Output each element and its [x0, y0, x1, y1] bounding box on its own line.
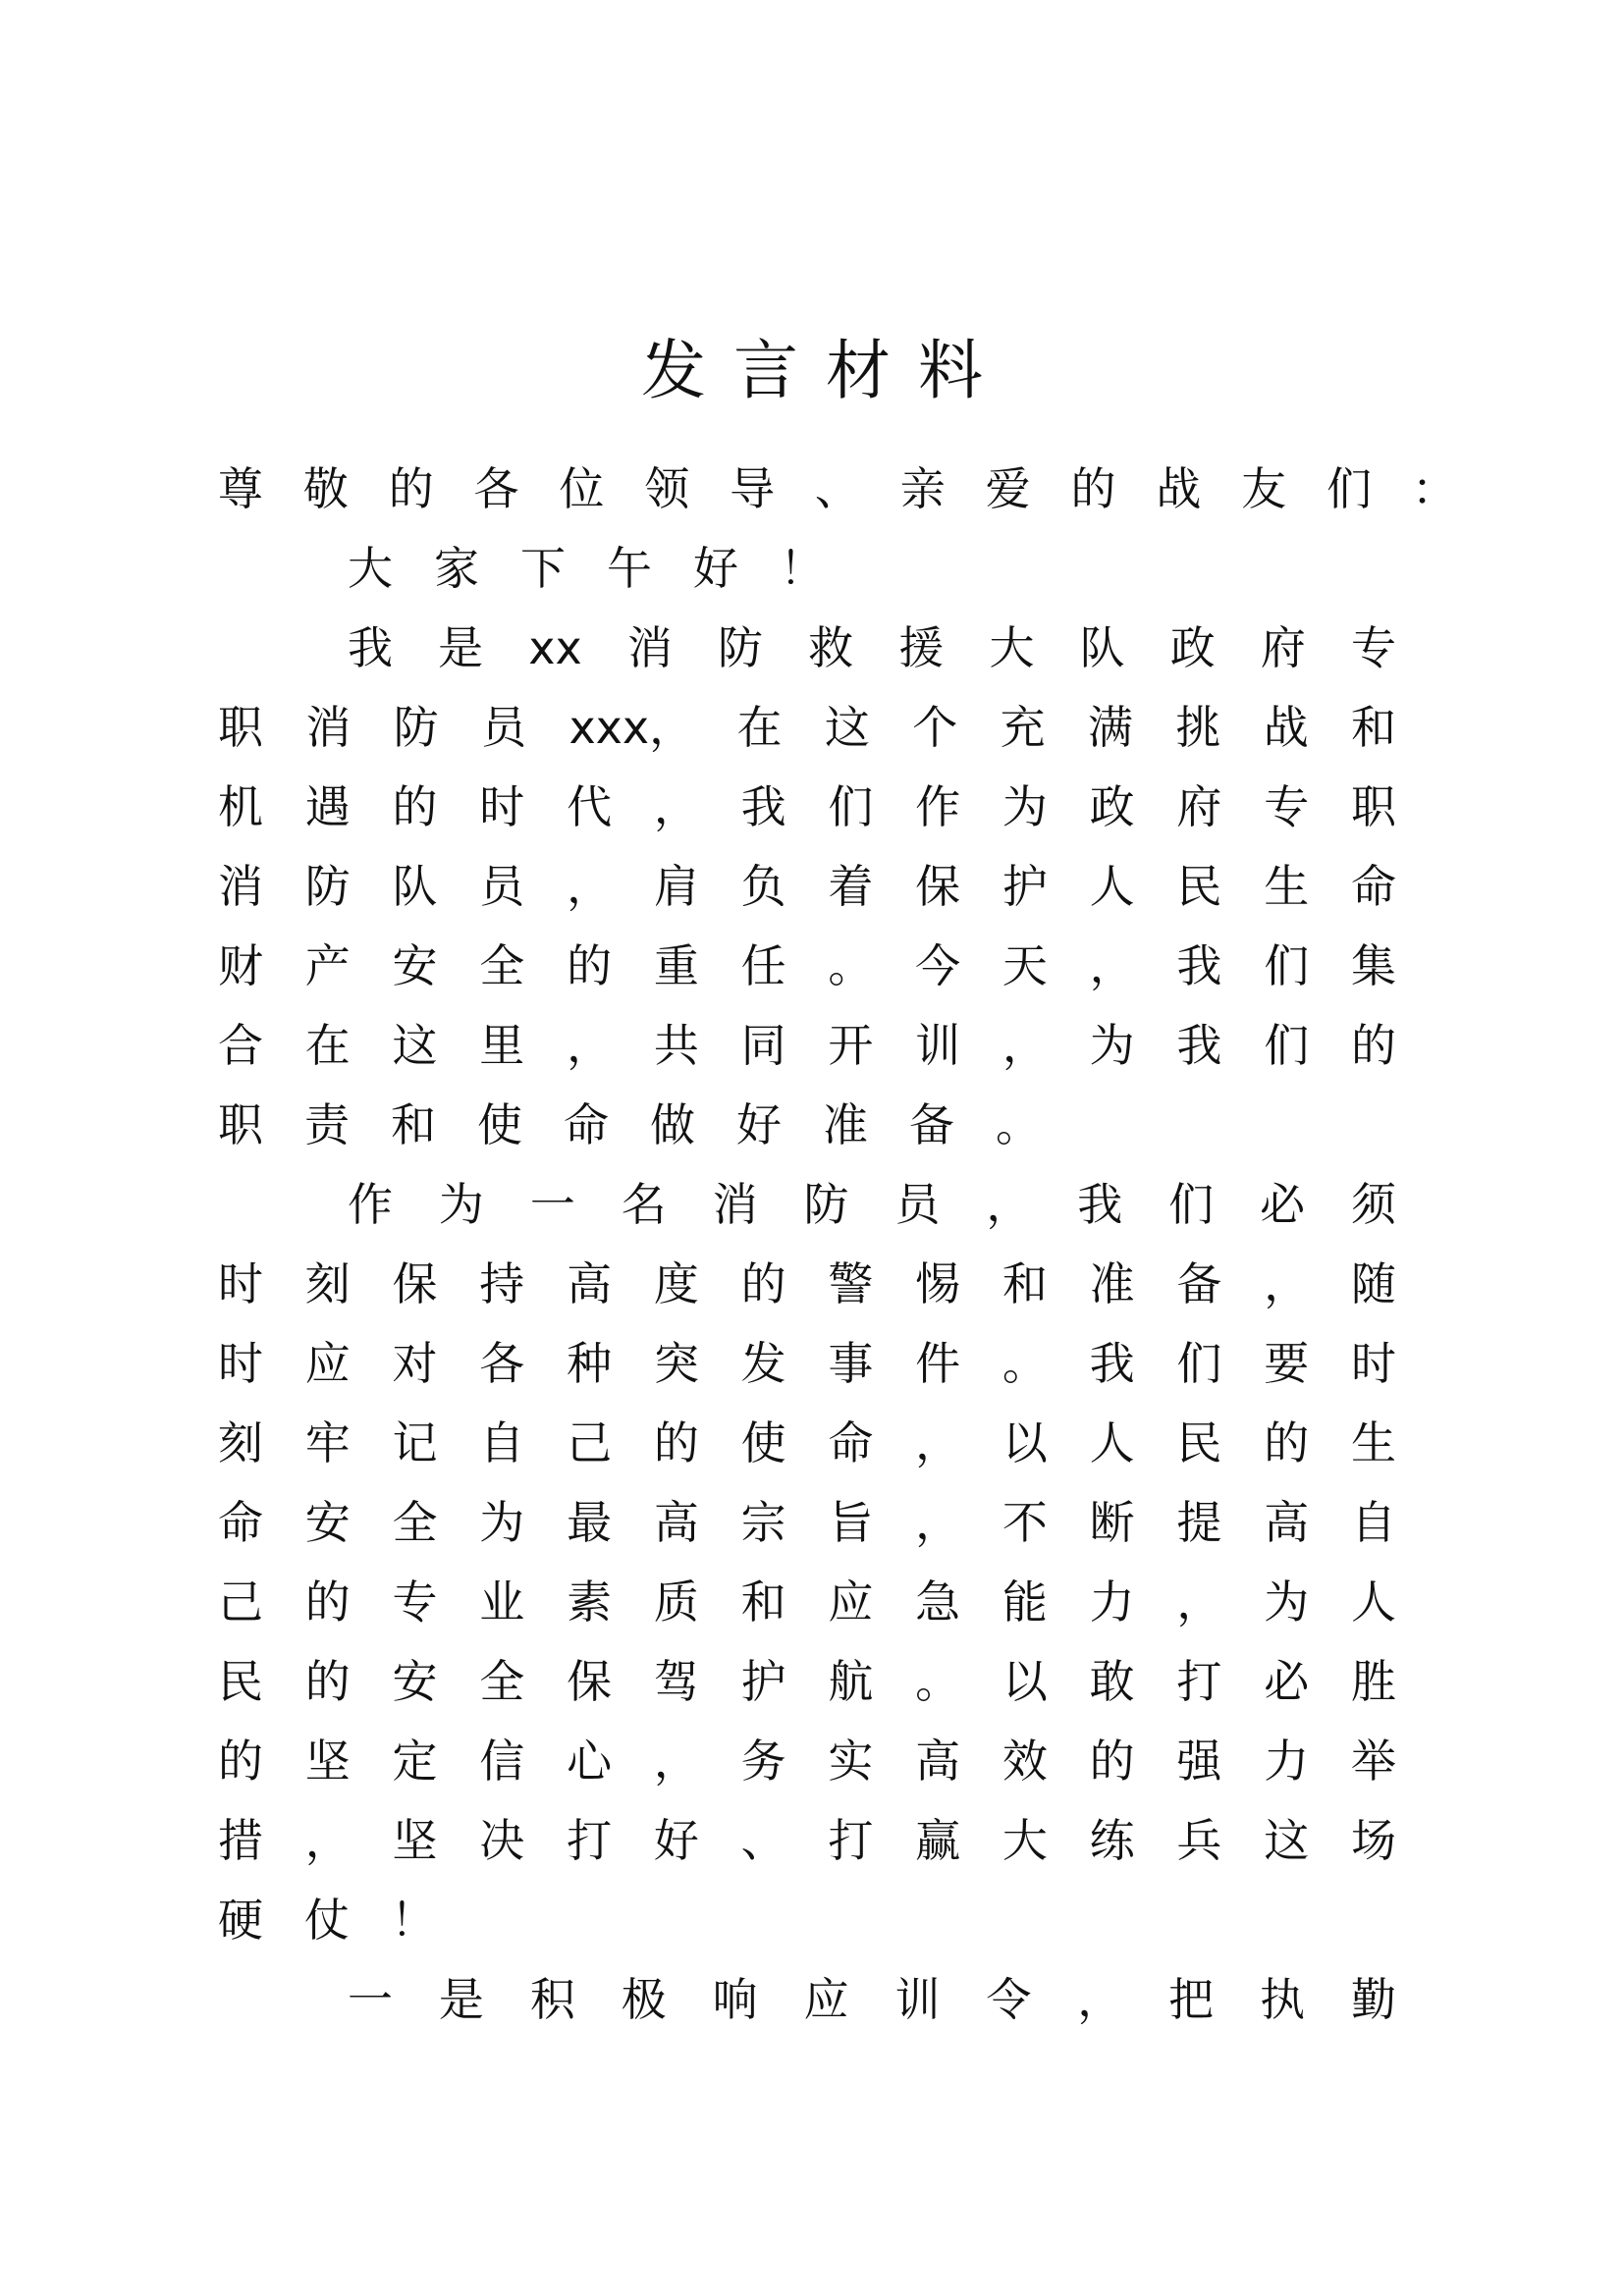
text-char: 们: [828, 780, 874, 833]
text-char: 旨: [828, 1496, 874, 1549]
text-char: 好: [653, 1814, 699, 1867]
text-char: 员: [481, 701, 527, 754]
text-char: 硬: [218, 1894, 263, 1947]
text-char: 们: [1264, 939, 1310, 992]
text-char: 度: [653, 1257, 699, 1310]
text-char: ，: [1089, 939, 1135, 992]
text-char: 的: [304, 1575, 351, 1629]
text-char: 全: [392, 1496, 438, 1549]
text-char: ，: [1077, 1973, 1123, 2026]
text-char: 训: [894, 1973, 941, 2026]
text-char: 消: [712, 1178, 758, 1231]
text-char: 专: [392, 1575, 438, 1629]
text-char: 己: [567, 1416, 613, 1469]
text-char: 代: [567, 780, 613, 833]
text-char: 做: [650, 1098, 695, 1151]
text-char: 队: [1079, 621, 1125, 674]
text-char: 产: [304, 939, 351, 992]
text-char: 队: [392, 860, 438, 913]
text-char: 训: [915, 1019, 961, 1072]
text-char: 民: [218, 1655, 263, 1708]
text-char: 合: [218, 1019, 263, 1072]
text-char: 持: [479, 1257, 525, 1310]
text-char: ，: [567, 860, 613, 913]
text-line: [218, 768, 1396, 847]
text-char: 打: [567, 1814, 613, 1867]
text-char: 应: [803, 1973, 849, 2026]
text-char: 应: [828, 1575, 874, 1629]
text-char: ，: [567, 1019, 613, 1072]
text-char: 安: [304, 1496, 351, 1549]
text-char: 在: [736, 701, 783, 754]
text-char: 大: [1001, 1814, 1048, 1867]
text-char: 高: [915, 1735, 961, 1788]
text-char: 防: [718, 621, 764, 674]
text-char: 效: [1001, 1735, 1048, 1788]
text-char: 府: [1260, 621, 1306, 674]
text-char: 业: [479, 1575, 525, 1629]
text-char: 为: [1089, 1019, 1135, 1072]
text-char: 生: [1350, 1416, 1396, 1469]
text-char: xxx，: [568, 701, 695, 754]
text-char: xx: [528, 621, 582, 674]
text-char: 的: [653, 1416, 699, 1469]
text-char: 为: [1264, 1575, 1310, 1629]
text-char: 把: [1168, 1973, 1215, 2026]
text-char: 使: [740, 1416, 786, 1469]
text-char: 同: [740, 1019, 786, 1072]
text-char: 时: [218, 1257, 263, 1310]
text-char: 信: [479, 1735, 525, 1788]
text-char: 保: [915, 860, 961, 913]
text-char: 的: [218, 1735, 263, 1788]
text-char: 胜: [1350, 1655, 1396, 1708]
text-char: 素: [567, 1575, 613, 1629]
text-char: 充: [1000, 701, 1046, 754]
text-char: 防: [393, 701, 439, 754]
text-char: 名: [621, 1178, 667, 1231]
text-line: [218, 609, 1396, 688]
text-char: 作: [915, 780, 961, 833]
text-char: 坚: [392, 1814, 438, 1867]
text-char: 发: [740, 1337, 786, 1390]
text-char: 提: [1176, 1496, 1222, 1549]
text-char: 时: [218, 1337, 263, 1390]
text-char: ，: [1176, 1575, 1222, 1629]
text-char: 高: [653, 1496, 699, 1549]
text-line: [218, 927, 1396, 1006]
text-char: 的: [392, 780, 438, 833]
text-char: 备: [1176, 1257, 1222, 1310]
text-char: 救: [808, 621, 854, 674]
text-char: 大: [989, 621, 1035, 674]
text-char: 作: [348, 1178, 393, 1231]
text-char: 挑: [1175, 701, 1221, 754]
text-char: 消: [626, 621, 673, 674]
text-char: ，: [304, 1814, 351, 1867]
text-line: [218, 1324, 1396, 1404]
text-char: 场: [1350, 1814, 1396, 1867]
text-char: 兵: [1176, 1814, 1222, 1867]
text-line: [218, 688, 1396, 768]
text-char: 开: [828, 1019, 874, 1072]
text-char: ，: [653, 780, 699, 833]
text-char: 共: [653, 1019, 699, 1072]
text-char: 。: [828, 939, 874, 992]
text-char: 记: [392, 1416, 438, 1469]
text-char: 我: [740, 780, 786, 833]
text-char: 必: [1260, 1178, 1306, 1231]
text-char: 命: [218, 1496, 263, 1549]
text-char: 我: [1176, 1019, 1222, 1072]
text-char: 使: [477, 1098, 522, 1151]
text-char: 的: [740, 1257, 786, 1310]
text-char: 驾: [653, 1655, 699, 1708]
text-char: 命: [1350, 860, 1396, 913]
text-char: 肩: [653, 860, 699, 913]
text-char: 不: [1001, 1496, 1048, 1549]
text-char: 午: [607, 542, 652, 595]
text-line: [218, 450, 1457, 529]
text-char: 下: [520, 542, 566, 595]
text-char: 机: [218, 780, 263, 833]
text-char: 的: [388, 462, 434, 515]
text-char: 决: [479, 1814, 525, 1867]
text-char: 政: [1169, 621, 1216, 674]
text-char: 极: [621, 1973, 667, 2026]
text-char: 为: [438, 1178, 484, 1231]
text-char: ，: [653, 1735, 699, 1788]
text-char: 的: [1070, 462, 1116, 515]
text-char: ，: [986, 1178, 1032, 1231]
text-char: 护: [1001, 860, 1048, 913]
text-char: 自: [479, 1416, 525, 1469]
text-char: 们: [1264, 1019, 1310, 1072]
text-char: 人: [1089, 860, 1135, 913]
text-line: [218, 1086, 1396, 1165]
text-char: 牢: [304, 1416, 351, 1469]
text-char: 命: [564, 1098, 609, 1151]
text-char: 好: [693, 542, 738, 595]
text-char: 职: [1350, 780, 1396, 833]
text-line: [218, 1801, 1396, 1881]
text-char: 防: [803, 1178, 849, 1231]
text-char: 务: [740, 1735, 786, 1788]
text-char: 坚: [304, 1735, 351, 1788]
text-char: 。: [996, 1098, 1041, 1151]
text-char: 对: [392, 1337, 438, 1390]
text-char: 和: [1001, 1257, 1048, 1310]
text-char: 急: [915, 1575, 961, 1629]
text-char: 责: [304, 1098, 350, 1151]
text-char: 航: [828, 1655, 874, 1708]
text-char: 赢: [915, 1814, 961, 1867]
text-char: 里: [479, 1019, 525, 1072]
text-char: 积: [529, 1973, 575, 2026]
text-char: 以: [1001, 1655, 1048, 1708]
text-char: ，: [915, 1416, 961, 1469]
text-char: 战: [1263, 701, 1309, 754]
text-char: 要: [1264, 1337, 1310, 1390]
text-char: 、: [814, 462, 860, 515]
text-char: 的: [567, 939, 613, 992]
document-title: 发言材料: [641, 333, 1010, 408]
text-char: 个: [912, 701, 958, 754]
text-char: ，: [1001, 1019, 1048, 1072]
text-char: 备: [909, 1098, 954, 1151]
text-char: ，: [1264, 1257, 1310, 1310]
text-char: 力: [1089, 1575, 1135, 1629]
text-char: 安: [392, 939, 438, 992]
text-char: 们: [1168, 1178, 1215, 1231]
text-char: 任: [740, 939, 786, 992]
text-char: 人: [1350, 1575, 1396, 1629]
text-char: 们: [1176, 1337, 1222, 1390]
text-char: ！: [780, 542, 825, 595]
text-char: 在: [304, 1019, 351, 1072]
text-char: 安: [392, 1655, 438, 1708]
text-char: 惕: [915, 1257, 961, 1310]
text-char: 仗: [304, 1894, 350, 1947]
text-char: 的: [1089, 1735, 1135, 1788]
text-char: 满: [1087, 701, 1133, 754]
text-char: 时: [479, 780, 525, 833]
text-char: 这: [392, 1019, 438, 1072]
text-char: 准: [1089, 1257, 1135, 1310]
text-char: 最: [567, 1496, 613, 1549]
text-char: 自: [1350, 1496, 1396, 1549]
text-char: 是: [438, 1973, 484, 2026]
text-char: 尊: [218, 462, 263, 515]
text-char: 援: [898, 621, 945, 674]
text-char: 这: [824, 701, 870, 754]
text-char: 消: [305, 701, 352, 754]
text-char: 各: [479, 1337, 525, 1390]
text-char: 导: [730, 462, 776, 515]
text-char: 件: [915, 1337, 961, 1390]
text-char: 的: [304, 1655, 351, 1708]
text-char: 好: [736, 1098, 782, 1151]
text-char: 为: [479, 1496, 525, 1549]
text-char: 今: [915, 939, 961, 992]
text-char: 和: [391, 1098, 436, 1151]
text-char: 命: [828, 1416, 874, 1469]
text-char: 准: [823, 1098, 868, 1151]
text-char: 员: [894, 1178, 941, 1231]
text-char: 必: [1264, 1655, 1310, 1708]
document-body: [218, 450, 1457, 2040]
text-char: 。: [1001, 1337, 1048, 1390]
text-char: 敬: [302, 462, 349, 515]
text-line: [218, 529, 1396, 609]
text-char: 警: [828, 1257, 874, 1310]
text-char: 们: [1326, 462, 1372, 515]
text-char: 专: [1264, 780, 1310, 833]
text-char: 民: [1176, 860, 1222, 913]
text-char: 强: [1176, 1735, 1222, 1788]
text-char: 天: [1001, 939, 1048, 992]
text-line: [218, 1642, 1396, 1722]
text-char: 民: [1176, 1416, 1222, 1469]
text-char: 高: [567, 1257, 613, 1310]
text-char: 响: [712, 1973, 758, 2026]
text-char: 各: [473, 462, 519, 515]
text-char: 职: [218, 1098, 263, 1151]
text-line: [218, 1563, 1396, 1642]
text-char: 大: [348, 542, 393, 595]
text-char: 令: [986, 1973, 1032, 2026]
text-line: [218, 1404, 1396, 1483]
text-line: [218, 1960, 1396, 2040]
text-char: 护: [740, 1655, 786, 1708]
text-char: 财: [218, 939, 263, 992]
text-char: 重: [653, 939, 699, 992]
text-char: 执: [1260, 1973, 1306, 2026]
text-char: 和: [740, 1575, 786, 1629]
text-char: 己: [218, 1575, 263, 1629]
text-char: 能: [1001, 1575, 1048, 1629]
text-line: [218, 1006, 1396, 1086]
text-char: ，: [915, 1496, 961, 1549]
text-char: 高: [1264, 1496, 1310, 1549]
text-char: 我: [1077, 1178, 1123, 1231]
text-char: 消: [218, 860, 263, 913]
text-char: 生: [1264, 860, 1310, 913]
text-char: 突: [653, 1337, 699, 1390]
text-char: 应: [304, 1337, 351, 1390]
text-char: 防: [304, 860, 351, 913]
text-char: 府: [1176, 780, 1222, 833]
text-char: 心: [567, 1735, 613, 1788]
text-char: 家: [434, 542, 479, 595]
text-char: 事: [828, 1337, 874, 1390]
text-char: ：: [1411, 462, 1457, 515]
text-char: 我: [348, 621, 393, 674]
text-char: 为: [1001, 780, 1048, 833]
text-char: 时: [1350, 1337, 1396, 1390]
text-char: 须: [1350, 1178, 1396, 1231]
text-char: 一: [348, 1973, 393, 2026]
text-char: 亲: [899, 462, 946, 515]
text-char: 敢: [1089, 1655, 1135, 1708]
text-char: 勤: [1350, 1973, 1396, 2026]
text-char: 保: [567, 1655, 613, 1708]
text-char: 职: [218, 701, 263, 754]
text-char: 专: [1351, 621, 1396, 674]
text-char: 。: [915, 1655, 961, 1708]
text-char: 随: [1350, 1257, 1396, 1310]
text-char: 着: [828, 860, 874, 913]
text-char: 、: [740, 1814, 786, 1867]
text-char: 政: [1089, 780, 1135, 833]
text-char: 友: [1241, 462, 1287, 515]
text-line: [218, 1722, 1396, 1801]
text-char: 种: [567, 1337, 613, 1390]
text-char: 领: [644, 462, 690, 515]
text-char: 遇: [304, 780, 351, 833]
text-char: 战: [1156, 462, 1202, 515]
text-line: [218, 847, 1396, 927]
text-char: 我: [1089, 1337, 1135, 1390]
text-char: 位: [559, 462, 605, 515]
text-char: 和: [1350, 701, 1396, 754]
text-char: 这: [1264, 1814, 1310, 1867]
text-char: 保: [392, 1257, 438, 1310]
text-char: 打: [828, 1814, 874, 1867]
text-char: 是: [438, 621, 484, 674]
text-line: [218, 1483, 1396, 1563]
text-char: 人: [1089, 1416, 1135, 1469]
text-char: 的: [1350, 1019, 1396, 1072]
text-char: 全: [479, 939, 525, 992]
text-char: ！: [391, 1894, 436, 1947]
text-char: 刻: [304, 1257, 351, 1310]
text-char: 质: [653, 1575, 699, 1629]
text-char: 一: [529, 1178, 575, 1231]
text-char: 全: [479, 1655, 525, 1708]
text-char: 实: [828, 1735, 874, 1788]
text-char: 宗: [740, 1496, 786, 1549]
text-char: 爱: [985, 462, 1031, 515]
text-char: 以: [1001, 1416, 1048, 1469]
text-char: 我: [1176, 939, 1222, 992]
text-char: 措: [218, 1814, 263, 1867]
text-char: 的: [1264, 1416, 1310, 1469]
text-char: 举: [1350, 1735, 1396, 1788]
text-line: [218, 1881, 1396, 1960]
text-char: 力: [1264, 1735, 1310, 1788]
text-char: 定: [392, 1735, 438, 1788]
text-line: [218, 1245, 1396, 1324]
text-char: 打: [1176, 1655, 1222, 1708]
text-char: 练: [1089, 1814, 1135, 1867]
text-line: [218, 1165, 1396, 1245]
text-char: 员: [479, 860, 525, 913]
text-char: 断: [1089, 1496, 1135, 1549]
text-char: 负: [740, 860, 786, 913]
text-char: 集: [1350, 939, 1396, 992]
text-char: 刻: [218, 1416, 263, 1469]
